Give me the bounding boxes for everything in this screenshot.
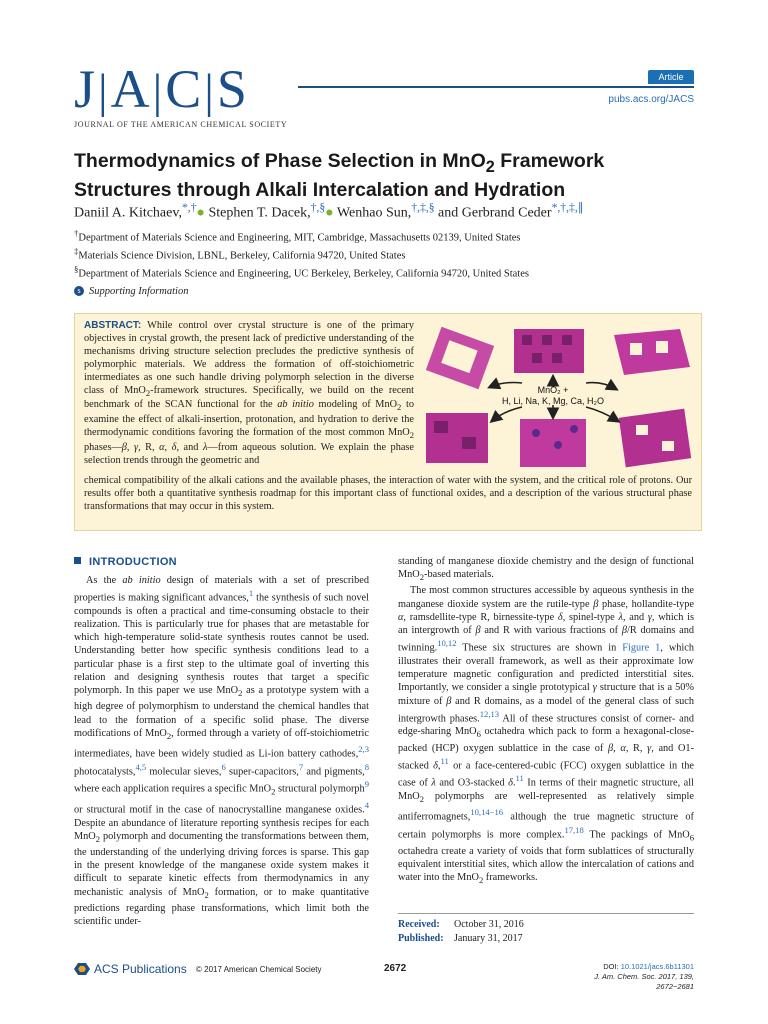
left-column-text: As the ab initio design of materials with a set of prescribed properties is making significant advances,$^1$ the synthesis of such novel compounds is often a practical and time-consuming obstacle to their realization. This is particularly true for phases that are metastable for which high-temperature solid-state synthesis routes cannot be used. Understanding better how specific synthesis conditions lead to a particular phase is a first step to the ultimate goal of inverting this relation and designing synthesis routes that target a specific polymorph. In this paper we use MnO$_2$ as a prototype system with a high degree of polymorphism to understand the chemical handles that lead to the formation of a specific solid phase. The diverse modifications of MnO$_2$, formed through a variety of off-stoichiometric intermediates, have been widely studied as Li-ion battery cathodes,$^{2,3}$ photocatalysts,$^{4,5}$ molecular sieves,$^6$ super-capacitors,$^7$ and pigments,$^8$ where each application requires a specific MnO$_2$ structural polymorph$^9$ or structural motif in the case of nanocrystalline manganese oxides.$^4$ Despite an abundance of literature reporting synthesis recipes for each MnO$_2$ polymorph and documenting the transformations between them, the understanding of the underlying driving forces is sparse. This gap in the present knowledge of the manganese oxide system makes it difficult to separate kinetic effects from thermodynamics in any mechanistic analysis of MnO$_2$ formation, or to make quantitative predictions regarding phase transformations, which limit both the scientific under- bbox=[74, 575, 370, 928]
journal-subtitle: JOURNAL OF THE AMERICAN CHEMICAL SOCIETY bbox=[74, 120, 288, 129]
received-block bbox=[398, 918, 524, 946]
author-list: Daniil A. Kitchaev,*,†● Stephen T. Dacek,†,§● Wenhao Sun,†,‡,§ and Gerbrand Ceder*,†,‡,∥ bbox=[74, 201, 584, 221]
acs-publications-logo[interactable]: ACS Publications bbox=[74, 962, 187, 976]
right-column-text: standing of manganese dioxide chemistry and the design of functional MnO$_2$-based materials. The most common structures accessible by aqueous synthesis in the manganese dioxide system are the rutile-type β phase, hollandite-type α, ramsdellite-type R, birnessite-type δ, spinel-type λ, and γ, which is an intergrowth of β and R with various fractions of β/R domains and twinning.$^{10,12}$ These six structures are shown in Figure 1, which illustrates their overall framework, as well as their approximate low temperature magnetic configuration and predicted interstitial sites. Importantly, we consider a single prototypical γ structure that is a 50% mixture of β and R domains, as a model of the general class of such intergrowth phases.$^{12,13}$ All of these structures consist of corner- and edge-sharing MnO$_6$ octahedra which pack to form a hexagonal-close-packed (HCP) oxygen sublattice in the case of β, α, R, γ, and O1-stacked δ,$^{11}$ or a face-centered-cubic (FCC) oxygen sublattice in the case of λ and O3-stacked δ.$^{11}$ In terms of their magnetic structure, all MnO$_2$ polymorphs are well-represented as relatively simple antiferromagnets,$^{10,14-16}$ although the true magnetic structure of certain polymorphs is more complex.$^{17,18}$ The packings of MnO$_6$ octahedra create a variety of voids that form sublattices of structurally equivalent interstitial sites, which allow the intercalation of cations and water into the MnO$_2$ frameworks. bbox=[398, 556, 695, 886]
crystal-structure-gamma bbox=[619, 409, 691, 468]
received-date: October 31, 2016 bbox=[454, 919, 524, 930]
abstract-text bbox=[84, 320, 414, 468]
received-label: Received: bbox=[398, 919, 440, 930]
journal-citation: J. Am. Chem. Soc. 2017, 139, 2672−2681 bbox=[594, 972, 694, 991]
supporting-info-icon: s bbox=[74, 286, 84, 296]
affiliation-1: †Department of Materials Science and Engineering, MIT, Cambridge, Massachusetts 02139, United States bbox=[74, 228, 521, 244]
page-number: 2672 bbox=[384, 963, 407, 974]
published-label: Published: bbox=[398, 933, 444, 944]
abstract-continuation: chemical compatibility of the alkali cations and the available phases, the interaction of water with the system, and the critical role of protons. Our results offer both a quantitative synthesis roadmap for this important class of functional oxides, and a description of the various structural phase transformations that may occur in this system. bbox=[84, 475, 692, 512]
header-rule bbox=[298, 86, 694, 88]
section-heading-introduction: INTRODUCTION bbox=[74, 556, 177, 568]
supporting-info-link[interactable]: s Supporting Information bbox=[74, 286, 188, 297]
crystal-structure-alpha bbox=[426, 327, 494, 389]
crystal-structure-beta bbox=[514, 329, 584, 373]
toc-label-1: MnO₂ + bbox=[537, 385, 569, 395]
published-date: January 31, 2017 bbox=[454, 933, 523, 944]
affiliation-3: §Department of Materials Science and Engineering, UC Berkeley, Berkeley, California 94720, United States bbox=[74, 264, 529, 280]
crystal-structure-r bbox=[614, 329, 690, 375]
acs-hexagon-icon bbox=[74, 963, 90, 975]
affiliation-2: ‡Materials Science Division, LBNL, Berkeley, California 94720, United States bbox=[74, 246, 406, 262]
copyright-notice: © 2017 American Chemical Society bbox=[196, 965, 322, 974]
abstract-body: While control over crystal structure is one of the primary objectives in crystal growth, the present lack of predictive understanding of the mechanisms driving structure selection precludes the predictive synthesis of polymorphic materials. We address the formation of off-stoichiometric intermediates as one such handle driving polymorph selection in the diverse class of MnO$_2$-framework structures. Specifically, we build on the recent benchmark of the SCAN functional for the ab initio modeling of MnO$_2$ to examine the effect of alkali-insertion, protonation, and hydration to derive the thermodynamic conditions favoring the formation of the most common MnO$_2$ phases—β, γ, R, α, δ, and λ—from aqueous solution. We explain the phase selection trends through the geometric and bbox=[84, 320, 415, 467]
journal-logo: J|A|C|S bbox=[74, 59, 248, 119]
crystal-structure-lambda bbox=[520, 419, 586, 467]
paper-title: Thermodynamics of Phase Selection in MnO$_2$ Framework Structures through Alkali Intercalation and Hydration bbox=[74, 150, 605, 201]
toc-graphic bbox=[418, 321, 698, 471]
doi-link[interactable]: 10.1021/jacs.6b11301 bbox=[620, 962, 694, 971]
crystal-structure-delta bbox=[426, 413, 488, 463]
received-rule bbox=[398, 913, 694, 914]
abstract-heading: ABSTRACT: bbox=[84, 320, 142, 331]
section-square-icon bbox=[74, 557, 81, 564]
toc-label-2: H, Li, Na, K, Mg, Ca, H₂O bbox=[501, 396, 605, 406]
doi-citation: DOI: 10.1021/jacs.6b11301 J. Am. Chem. Soc. 2017, 139, 2672−2681 bbox=[594, 962, 694, 991]
journal-url-link[interactable]: pubs.acs.org/JACS bbox=[608, 94, 694, 105]
article-badge: Article bbox=[648, 70, 694, 84]
